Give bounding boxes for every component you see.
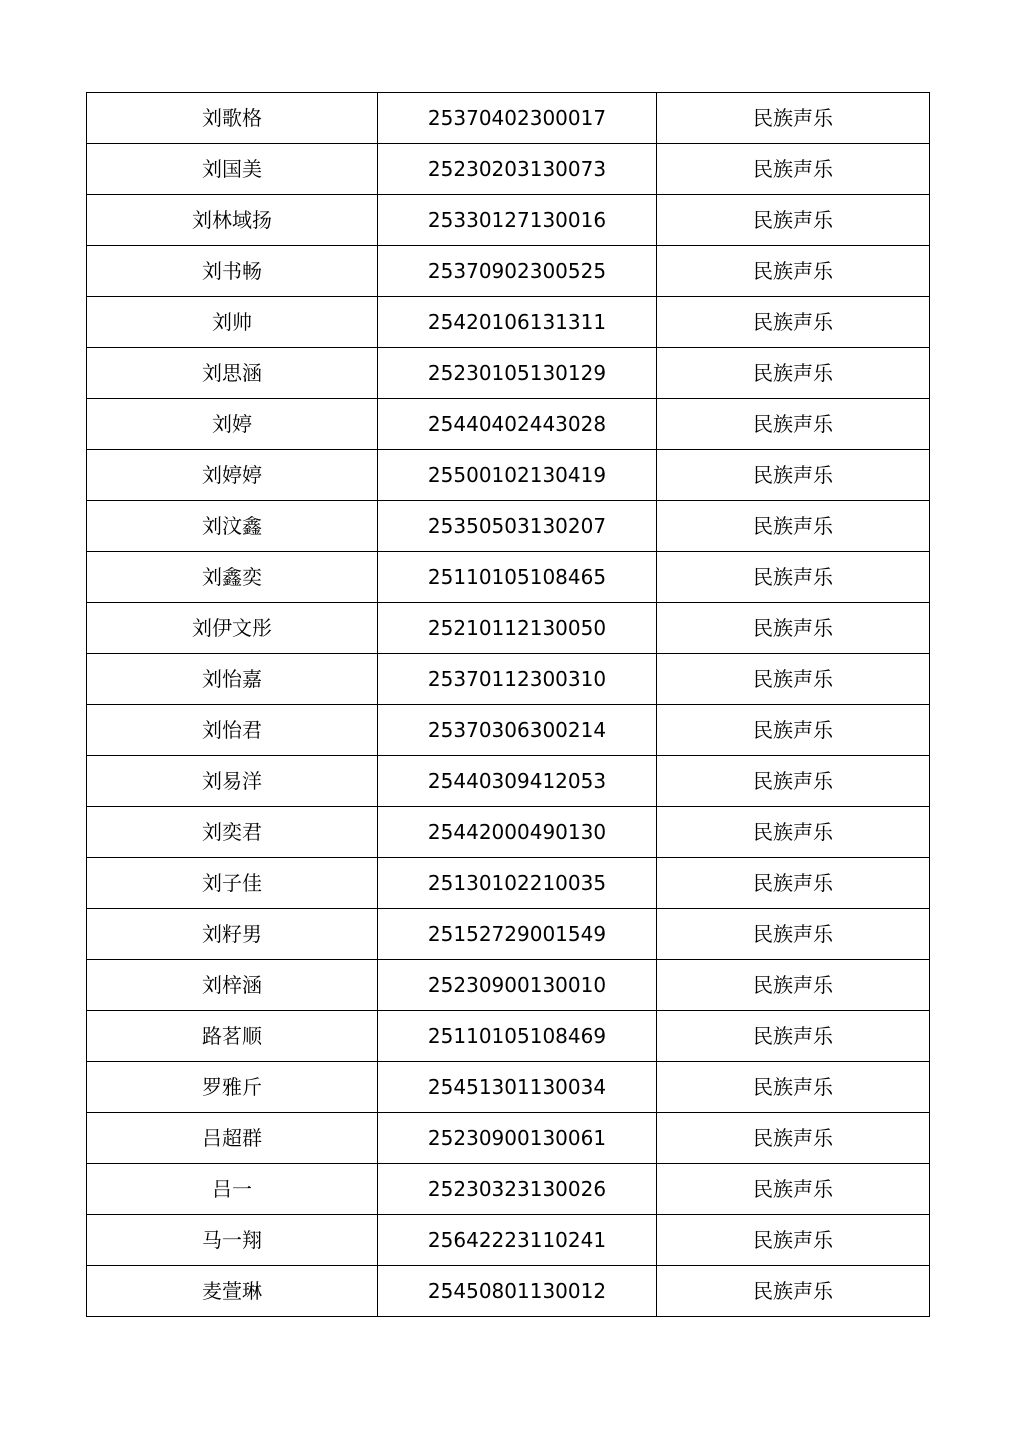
id-cell: 25642223110241 — [378, 1215, 657, 1266]
table-row — [87, 399, 930, 450]
table-row — [87, 654, 930, 705]
name-cell: 吕一 — [87, 1164, 378, 1215]
id-cell: 25440402443028 — [378, 399, 657, 450]
major-cell: 民族声乐 — [657, 93, 930, 144]
name-cell: 刘籽男 — [87, 909, 378, 960]
name-cell: 刘怡嘉 — [87, 654, 378, 705]
table-row — [87, 909, 930, 960]
name-cell: 刘歌格 — [87, 93, 378, 144]
id-cell: 25330127130016 — [378, 195, 657, 246]
id-cell: 25420106131311 — [378, 297, 657, 348]
name-cell: 刘林域扬 — [87, 195, 378, 246]
major-cell: 民族声乐 — [657, 1266, 930, 1317]
table-row — [87, 1215, 930, 1266]
id-cell: 25230900130061 — [378, 1113, 657, 1164]
major-cell: 民族声乐 — [657, 1011, 930, 1062]
name-cell: 麦萱琳 — [87, 1266, 378, 1317]
major-cell: 民族声乐 — [657, 1062, 930, 1113]
table-row — [87, 1266, 930, 1317]
roster-table — [86, 92, 930, 1317]
table-row — [87, 93, 930, 144]
id-cell: 25152729001549 — [378, 909, 657, 960]
major-cell: 民族声乐 — [657, 399, 930, 450]
id-cell: 25110105108469 — [378, 1011, 657, 1062]
name-cell: 刘鑫奕 — [87, 552, 378, 603]
name-cell: 刘书畅 — [87, 246, 378, 297]
major-cell: 民族声乐 — [657, 654, 930, 705]
id-cell: 25500102130419 — [378, 450, 657, 501]
table-row — [87, 144, 930, 195]
id-cell: 25450801130012 — [378, 1266, 657, 1317]
major-cell: 民族声乐 — [657, 858, 930, 909]
name-cell: 刘婷 — [87, 399, 378, 450]
table-row — [87, 858, 930, 909]
id-cell: 25130102210035 — [378, 858, 657, 909]
name-cell: 罗雅斤 — [87, 1062, 378, 1113]
table-row — [87, 501, 930, 552]
name-cell: 路茗顺 — [87, 1011, 378, 1062]
major-cell: 民族声乐 — [657, 1113, 930, 1164]
name-cell: 刘梓涵 — [87, 960, 378, 1011]
major-cell: 民族声乐 — [657, 1215, 930, 1266]
table-row — [87, 1164, 930, 1215]
name-cell: 刘国美 — [87, 144, 378, 195]
major-cell: 民族声乐 — [657, 246, 930, 297]
major-cell: 民族声乐 — [657, 756, 930, 807]
table-row — [87, 552, 930, 603]
name-cell: 刘汶鑫 — [87, 501, 378, 552]
table-row — [87, 297, 930, 348]
table-row — [87, 1113, 930, 1164]
name-cell: 刘奕君 — [87, 807, 378, 858]
name-cell: 刘婷婷 — [87, 450, 378, 501]
id-cell: 25370402300017 — [378, 93, 657, 144]
name-cell: 刘帅 — [87, 297, 378, 348]
name-cell: 马一翔 — [87, 1215, 378, 1266]
name-cell: 刘子佳 — [87, 858, 378, 909]
major-cell: 民族声乐 — [657, 195, 930, 246]
table-row — [87, 1011, 930, 1062]
id-cell: 25110105108465 — [378, 552, 657, 603]
table-row — [87, 807, 930, 858]
table-row — [87, 246, 930, 297]
table-row — [87, 603, 930, 654]
major-cell: 民族声乐 — [657, 960, 930, 1011]
id-cell: 25350503130207 — [378, 501, 657, 552]
id-cell: 25451301130034 — [378, 1062, 657, 1113]
table-row — [87, 450, 930, 501]
id-cell: 25210112130050 — [378, 603, 657, 654]
id-cell: 25230105130129 — [378, 348, 657, 399]
table-row — [87, 756, 930, 807]
table-row — [87, 960, 930, 1011]
major-cell: 民族声乐 — [657, 297, 930, 348]
id-cell: 25230900130010 — [378, 960, 657, 1011]
major-cell: 民族声乐 — [657, 501, 930, 552]
table-row — [87, 705, 930, 756]
document-page — [86, 92, 929, 1317]
id-cell: 25370306300214 — [378, 705, 657, 756]
major-cell: 民族声乐 — [657, 144, 930, 195]
major-cell: 民族声乐 — [657, 348, 930, 399]
id-cell: 25442000490130 — [378, 807, 657, 858]
major-cell: 民族声乐 — [657, 705, 930, 756]
name-cell: 刘伊文彤 — [87, 603, 378, 654]
id-cell: 25230323130026 — [378, 1164, 657, 1215]
major-cell: 民族声乐 — [657, 807, 930, 858]
table-row — [87, 1062, 930, 1113]
major-cell: 民族声乐 — [657, 1164, 930, 1215]
id-cell: 25230203130073 — [378, 144, 657, 195]
major-cell: 民族声乐 — [657, 909, 930, 960]
major-cell: 民族声乐 — [657, 552, 930, 603]
name-cell: 刘易洋 — [87, 756, 378, 807]
name-cell: 刘思涵 — [87, 348, 378, 399]
roster-table-body — [87, 93, 930, 1317]
id-cell: 25370112300310 — [378, 654, 657, 705]
id-cell: 25440309412053 — [378, 756, 657, 807]
name-cell: 吕超群 — [87, 1113, 378, 1164]
table-row — [87, 348, 930, 399]
major-cell: 民族声乐 — [657, 603, 930, 654]
name-cell: 刘怡君 — [87, 705, 378, 756]
id-cell: 25370902300525 — [378, 246, 657, 297]
table-row — [87, 195, 930, 246]
major-cell: 民族声乐 — [657, 450, 930, 501]
